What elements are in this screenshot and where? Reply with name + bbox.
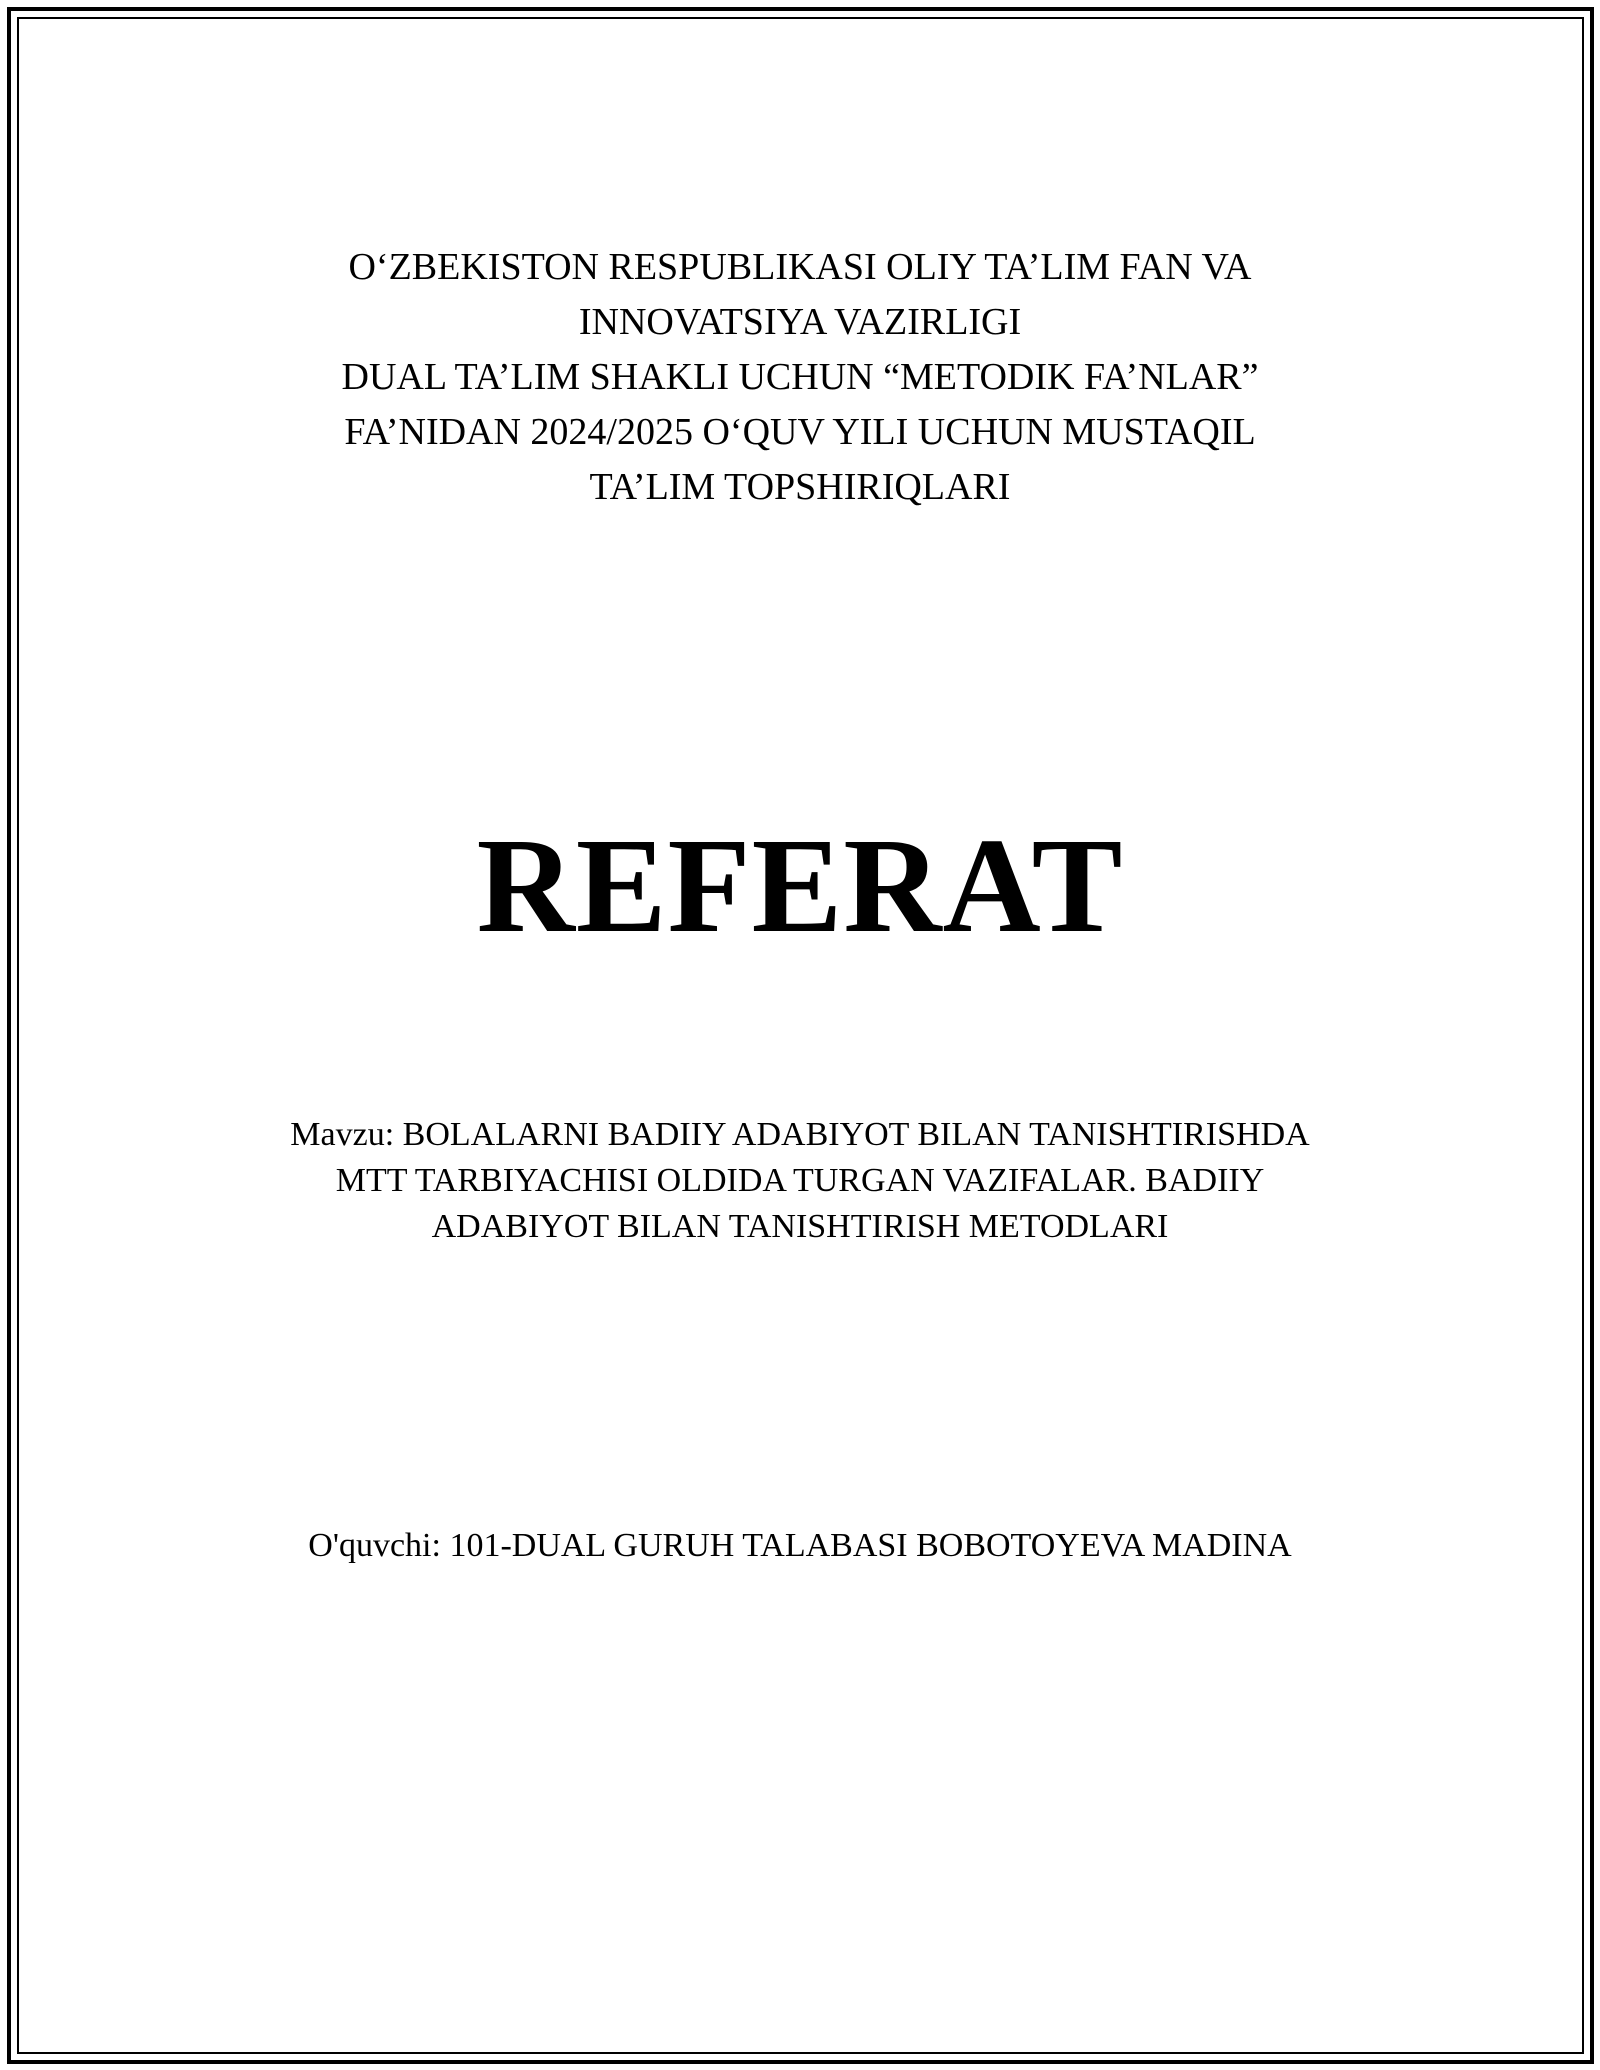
topic-line: ADABIYOT BILAN TANISHTIRISH METODLARI <box>431 1208 1169 1245</box>
header-line: O‘ZBEKISTON RESPUBLIKASI OLIY TA’LIM FAN VA <box>348 246 1252 288</box>
header-line: FA’NIDAN 2024/2025 O‘QUV YILI UCHUN MUSTAQIL <box>344 411 1256 453</box>
header-line: TA’LIM TOPSHIRIQLARI <box>589 466 1011 508</box>
topic-block <box>0 1112 1600 1250</box>
header-line: DUAL TA’LIM SHAKLI UCHUN “METODIK FA’NLAR” <box>341 356 1259 398</box>
document-title: REFERAT <box>476 811 1124 961</box>
student-info: O'quvchi: 101-DUAL GURUH TALABASI BOBOTOYEVA MADINA <box>308 1527 1292 1564</box>
topic-line: Mavzu: BOLALARNI BADIIY ADABIYOT BILAN TANISHTIRISHDA <box>290 1116 1310 1153</box>
topic-line: MTT TARBIYACHISI OLDIDA TURGAN VAZIFALAR. BADIIY <box>335 1162 1265 1199</box>
ministry-header <box>0 240 1600 515</box>
header-line: INNOVATSIYA VAZIRLIGI <box>578 301 1022 343</box>
